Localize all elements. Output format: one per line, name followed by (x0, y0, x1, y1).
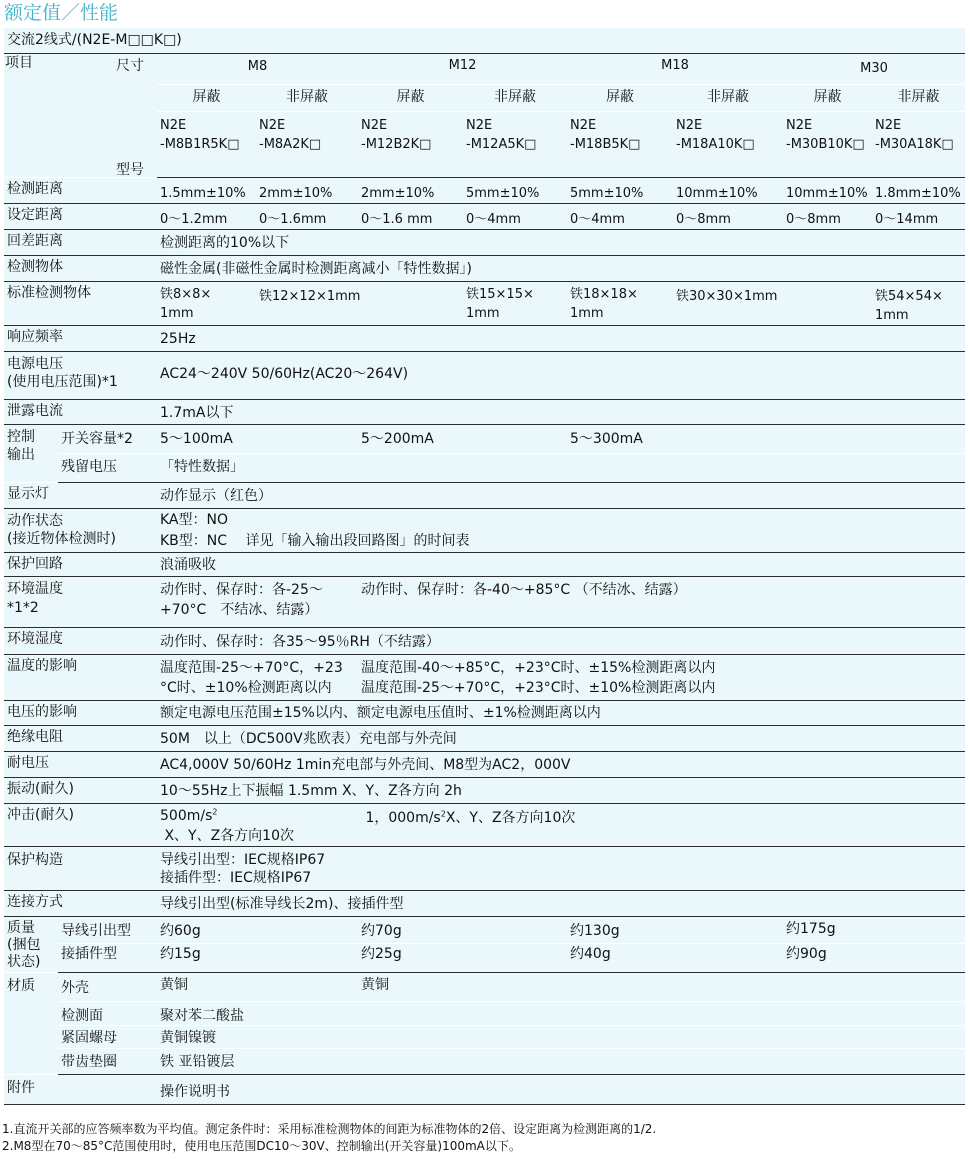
detect-distance-value: 10mm±10% (783, 177, 872, 203)
volt-effect-value: 额定电源电压范围±15%以内、额定电源电压值时、±1%检测距离以内 (157, 700, 965, 725)
model-cell: N2E -M18B5K□ (567, 111, 673, 177)
page-title: 额定值／性能 (4, 2, 119, 24)
header-corner (4, 53, 157, 177)
row-label-insulation: 绝缘电阻 (4, 725, 157, 751)
hysteresis-value: 检测距离的10%以下 (157, 229, 965, 255)
set-distance-value: 0～1.6mm (256, 203, 358, 229)
withstand-value: AC4,000V 50/60Hz 1min充电部与外壳间、M8型为AC2，000V (157, 751, 965, 777)
target-value: 磁性金属(非磁性金属时检测距离减小「特性数据」) (157, 255, 965, 281)
material-case-m8: 黄铜 (157, 972, 358, 1001)
row-label-structure: 保护构造 (4, 846, 157, 890)
vibration-value: 10～55Hz上下振幅 1.5mm X、Y、Z各方向 2h (157, 777, 965, 803)
size-m30: M30 (783, 53, 965, 84)
mass-conn-m30: 约90g (783, 943, 965, 972)
shield-m30: 屏蔽 (783, 84, 872, 111)
temp-effect-m8: 温度范围-25～+70°C，+23 °C时、±10%检测距离以内 (157, 654, 358, 700)
detect-distance-value: 2mm±10% (358, 177, 463, 203)
spec-table (4, 28, 965, 1105)
set-distance-value: 0～4mm (567, 203, 673, 229)
std-target-value: 铁30×30×1mm (673, 281, 872, 325)
footnote: 1.直流开关部的应答频率数为平均值。测定条件时：采用标准检测物体的间距为标准物体的2倍、设定距离为检测距离的1/2. (2, 1122, 657, 1136)
detect-distance-value: 2mm±10% (256, 177, 358, 203)
structure-value: 导线引出型：IEC规格IP67 接插件型：IEC规格IP67 (157, 846, 965, 890)
shock-value-m8: $500m/s^2$ X、Y、Z各方向10次 (157, 803, 358, 846)
model-cell: N2E -M12B2K□ (358, 111, 463, 177)
row-label-humidity: 环境湿度 (4, 627, 157, 654)
model-cell: N2E -M30A18K□ (872, 111, 965, 177)
set-distance-value: 0～8mm (673, 203, 783, 229)
material-case-other: 黄铜 (358, 972, 965, 1001)
set-distance-value: 0～4mm (463, 203, 567, 229)
detect-distance-value: 5mm±10% (463, 177, 567, 203)
size-m8: M8 (157, 53, 358, 84)
row-label-frequency: 响应频率 (4, 325, 157, 351)
mass-lead-m12: 约70g (358, 916, 567, 943)
mass-lead-m30: 约175g (783, 916, 965, 943)
mass-conn-m18: 约40g (567, 943, 783, 972)
row-label-accessory: 附件 (4, 1074, 157, 1104)
detect-distance-value: 1.5mm±10% (157, 177, 256, 203)
unshield-m18: 非屏蔽 (673, 84, 783, 111)
material-face-label: 检测面 (58, 1001, 157, 1025)
row-label-indicator: 显示灯 (4, 482, 157, 508)
state-value: KA型：NO KB型：NC 详见「输入输出段回路图」的时间表 (157, 508, 965, 552)
shield-m18: 屏蔽 (567, 84, 673, 111)
humidity-value: 动作时、保存时：各35～95％RH（不结露） (157, 627, 965, 654)
row-label-control: 控制 输出 (4, 424, 58, 482)
row-label-leak: 泄露电流 (4, 399, 157, 424)
shield-m8: 屏蔽 (157, 84, 256, 111)
row-label-residual: 残留电压 (58, 453, 157, 482)
row-label-temp: 环境温度 *1*2 (4, 576, 157, 627)
mass-conn-label: 接插件型 (58, 943, 157, 972)
set-distance-value: 0～1.2mm (157, 203, 256, 229)
material-nut-label: 紧固螺母 (58, 1025, 157, 1048)
row-label-state: 动作状态 (接近物体检测时) (4, 508, 157, 552)
size-header: 尺寸 (116, 57, 144, 74)
material-washer-value: 铁 亚铅镀层 (157, 1048, 965, 1074)
insulation-value: 50M 以上（DC500V兆欧表）充电部与外壳间 (157, 725, 965, 751)
mass-lead-m8: 约60g (157, 916, 358, 943)
row-label-material: 材质 (4, 972, 58, 1074)
material-washer-label: 带齿垫圈 (58, 1048, 157, 1074)
row-label-std-target: 标准检测物体 (4, 281, 157, 325)
temp-value-m8: 动作时、保存时：各-25～ +70°C 不结冰、结露） (157, 576, 358, 627)
frequency-value: 25Hz (157, 325, 965, 351)
row-label-protect: 保护回路 (4, 552, 157, 576)
model-cell: N2E -M12A5K□ (463, 111, 567, 177)
row-label-hysteresis: 回差距离 (4, 229, 157, 255)
row-label-vibration: 振动(耐久) (4, 777, 157, 803)
leak-value: 1.7mA以下 (157, 399, 965, 424)
power-value: AC24～240V 50/60Hz(AC20～264V) (157, 351, 965, 399)
residual-value: 「特性数据」 (157, 453, 965, 482)
temp-value-other: 动作时、保存时：各-40～+85°C （不结冰、结露） (358, 576, 965, 627)
switch-value-m8: 5～100mA (157, 424, 358, 453)
std-target-value: 铁54×54× 1mm (872, 281, 965, 325)
row-label-temp-effect: 温度的影响 (4, 654, 157, 700)
mass-conn-m8: 约15g (157, 943, 358, 972)
mass-lead-label: 导线引出型 (58, 916, 157, 943)
unshield-m8: 非屏蔽 (256, 84, 358, 111)
material-nut-value: 黄铜镍镀 (157, 1025, 965, 1048)
row-label-target: 检测物体 (4, 255, 157, 281)
unshield-m30: 非屏蔽 (872, 84, 965, 111)
mass-conn-m12: 约25g (358, 943, 567, 972)
model-cell: N2E -M8B1R5K□ (157, 111, 256, 177)
material-case-label: 外壳 (58, 972, 157, 1001)
footnotes (2, 1121, 656, 1155)
set-distance-value: 0～14mm (872, 203, 965, 229)
std-target-value: 铁12×12×1mm (256, 281, 463, 325)
size-m18: M18 (567, 53, 783, 84)
model-header: 型号 (116, 161, 144, 177)
footnote: 2.M8型在70～85°C范围使用时，使用电压范围DC10～30V、控制输出(开关容量)100mA以下。 (2, 1139, 521, 1153)
switch-value-m12: 5～200mA (358, 424, 567, 453)
set-distance-value: 0～8mm (783, 203, 872, 229)
std-target-value: 铁15×15× 1mm (463, 281, 567, 325)
connection-value: 导线引出型(标准导线长2m)、接插件型 (157, 890, 965, 916)
row-label-switch: 开关容量*2 (58, 424, 157, 453)
accessory-value: 操作说明书 (157, 1074, 965, 1104)
std-target-value: 铁18×18× 1mm (567, 281, 673, 325)
unshield-m12: 非屏蔽 (463, 84, 567, 111)
row-label-mass: 质量 (捆包 状态) (4, 916, 58, 972)
switch-value-m18-m30: 5～300mA (567, 424, 965, 453)
section-title: 交流2线式/(N2E-M□□K□) (4, 28, 965, 53)
protect-value: 浪涌吸收 (157, 552, 965, 576)
detect-distance-value: 5mm±10% (567, 177, 673, 203)
shock-value-other: 1，$000m/s^2X$、Y、Z各方向10次 (358, 803, 965, 846)
set-distance-value: 0～1.6 mm (358, 203, 463, 229)
item-header: 项目 (5, 54, 33, 71)
model-cell: N2E -M18A10K□ (673, 111, 783, 177)
detect-distance-value: 1.8mm±10% (872, 177, 965, 203)
row-label-withstand: 耐电压 (4, 751, 157, 777)
row-label-detect-distance: 检测距离 (4, 177, 157, 203)
size-m12: M12 (358, 53, 567, 84)
temp-effect-other: 温度范围-40～+85°C，+23°C时、±15%检测距离以内 温度范围-25～+70°C，+23°C时、±10%检测距离以内 (358, 654, 965, 700)
material-face-value: 聚对苯二酸盐 (157, 1001, 965, 1025)
row-label-set-distance: 设定距离 (4, 203, 157, 229)
indicator-value: 动作显示（红色） (157, 482, 965, 508)
detect-distance-value: 10mm±10% (673, 177, 783, 203)
model-cell: N2E -M8A2K□ (256, 111, 358, 177)
row-label-power: 电源电压 (使用电压范围)*1 (4, 351, 157, 399)
model-cell: N2E -M30B10K□ (783, 111, 872, 177)
mass-lead-m18: 约130g (567, 916, 783, 943)
shield-m12: 屏蔽 (358, 84, 463, 111)
row-label-shock: 冲击(耐久) (4, 803, 157, 846)
row-label-connection: 连接方式 (4, 890, 157, 916)
std-target-value: 铁8×8× 1mm (157, 281, 256, 325)
row-label-volt-effect: 电压的影响 (4, 700, 157, 725)
